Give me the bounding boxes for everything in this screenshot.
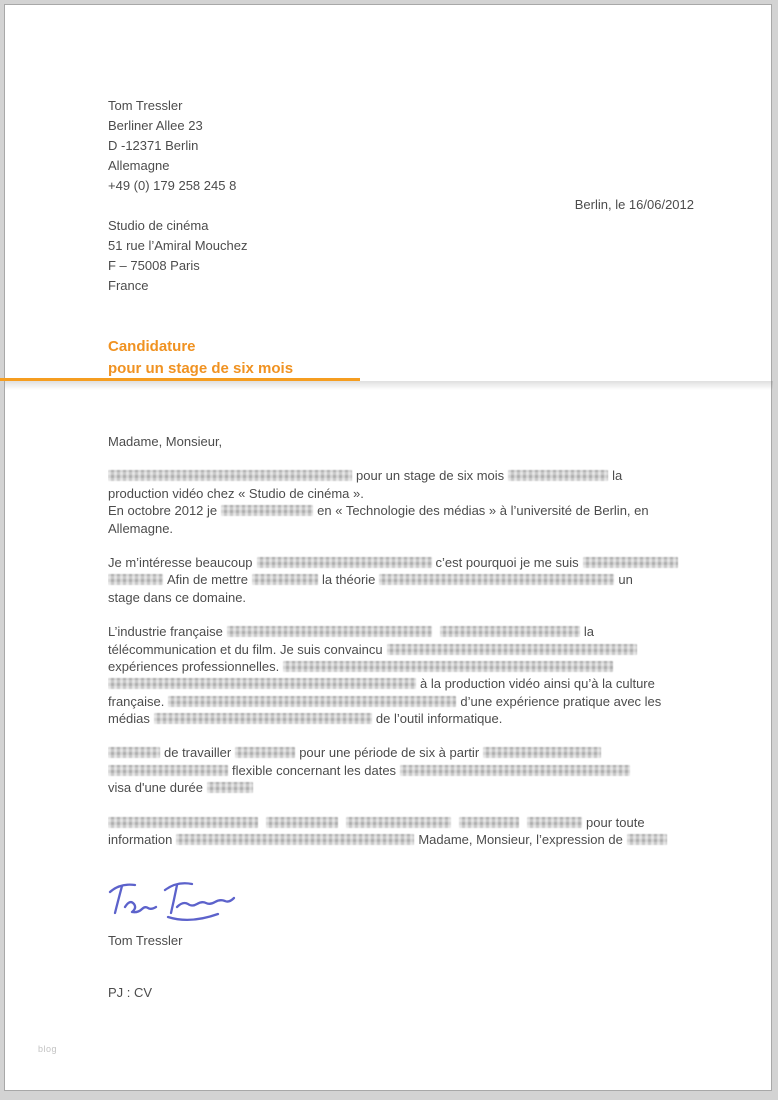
redacted-text [257,557,432,568]
body-text: pour toute [586,814,645,830]
redacted-text [459,817,519,828]
redacted-text [483,747,601,758]
sender-block [108,96,236,196]
body-text: expériences professionnelles. [108,658,280,674]
body-paragraphs [108,467,702,848]
paragraph [108,467,702,537]
body-line [108,502,702,519]
body-line [108,779,702,796]
body-text: la théorie [321,572,376,588]
body-text: de l’outil informatique. [375,711,503,727]
redacted-text [627,834,667,845]
typed-signature-name: Tom Tressler [108,933,183,948]
body-text: d’une expérience pratique avec les [460,693,662,709]
body-text: française. [108,693,165,709]
redacted-text [207,782,253,793]
redacted-text [108,470,352,481]
salutation: Madame, Monsieur, [108,434,223,449]
redacted-text [527,817,582,828]
body-text: flexible concernant les dates [232,762,397,778]
redacted-text [583,557,678,568]
body-text: à la production vidéo ainsi qu’à la culture [420,676,655,692]
enclosure-line: PJ : CV [108,985,153,1000]
body-line [108,623,702,640]
body-line [108,693,702,710]
date-line: Berlin, le 16/06/2012 [574,197,694,212]
redacted-text [221,505,313,516]
body-text: de travailler [164,745,232,761]
handwritten-signature [104,876,239,931]
subject-block [108,336,293,380]
paragraph [108,623,702,727]
paragraph [108,744,702,796]
redacted-text [154,713,372,724]
redacted-text [440,626,580,637]
recipient-name: Studio de cinéma [108,218,209,233]
body-line [108,831,702,848]
redacted-text [108,678,416,689]
body-line [108,554,702,571]
body-text: En octobre 2012 je [108,503,218,519]
body-text: Madame, Monsieur, l’expression de [418,832,623,848]
redacted-text [346,817,451,828]
sender-country: Allemagne [108,158,170,173]
redacted-text [283,661,613,672]
redacted-text [108,574,163,585]
recipient-street: 51 rue l’Amiral Mouchez [108,238,248,253]
body-text: un [618,572,633,588]
body-line [108,641,702,658]
sender-street: Berliner Allee 23 [108,118,203,133]
body-line [108,467,702,484]
body-line [108,658,702,675]
recipient-block [108,216,247,296]
subject-underline-rule [0,378,360,381]
paragraph [108,814,702,849]
redacted-text [266,817,338,828]
body-line [108,571,702,588]
recipient-city: F – 75008 Paris [108,258,200,273]
body-text: pour un stage de six mois [356,468,505,484]
body-text: médias [108,711,150,727]
body-text: télécommunication et du film. Je suis convaincu [108,641,383,657]
body-text: en « Technologie des médias » à l’université de Berlin, en [317,503,649,519]
redacted-text [108,817,258,828]
body-text: Allemagne. [108,520,174,536]
rule-shadow [5,381,773,390]
body-text: Afin de mettre [167,572,248,588]
redacted-text [235,747,295,758]
sender-name: Tom Tressler [108,98,183,113]
body-text: L’industrie française [108,624,223,640]
body-text: information [108,832,173,848]
body-text: la [583,624,595,640]
redacted-text [387,644,637,655]
redacted-text [176,834,414,845]
body-text: visa d'une durée [108,780,203,796]
redacted-text [108,765,228,776]
body-line [108,520,702,537]
body-text: pour une période de six à partir [299,745,480,761]
body-line [108,814,702,831]
sender-city: D -12371 Berlin [108,138,199,153]
letter-body [108,433,702,865]
body-line [108,589,702,606]
body-text: c’est pourquoi je me suis [435,554,579,570]
body-line [108,485,702,502]
watermark-text: blog [38,1044,58,1054]
redacted-text [168,696,456,707]
body-text: Je m’intéresse beaucoup [108,554,253,570]
body-text: production vidéo chez « Studio de cinéma ». [108,485,364,501]
paragraph [108,554,702,606]
body-line [108,744,702,761]
redacted-text [379,574,614,585]
body-text: la [612,468,623,484]
sender-phone: +49 (0) 179 258 245 8 [108,178,237,193]
redacted-text [400,765,630,776]
redacted-text [252,574,318,585]
subject-subtitle: pour un stage de six mois [108,360,294,377]
redacted-text [508,470,608,481]
redacted-text [108,747,160,758]
body-text: stage dans ce domaine. [108,589,247,605]
recipient-country: France [108,278,149,293]
subject-title: Candidature [108,338,196,355]
body-line [108,762,702,779]
body-line [108,675,702,692]
body-line [108,710,702,727]
redacted-text [227,626,432,637]
